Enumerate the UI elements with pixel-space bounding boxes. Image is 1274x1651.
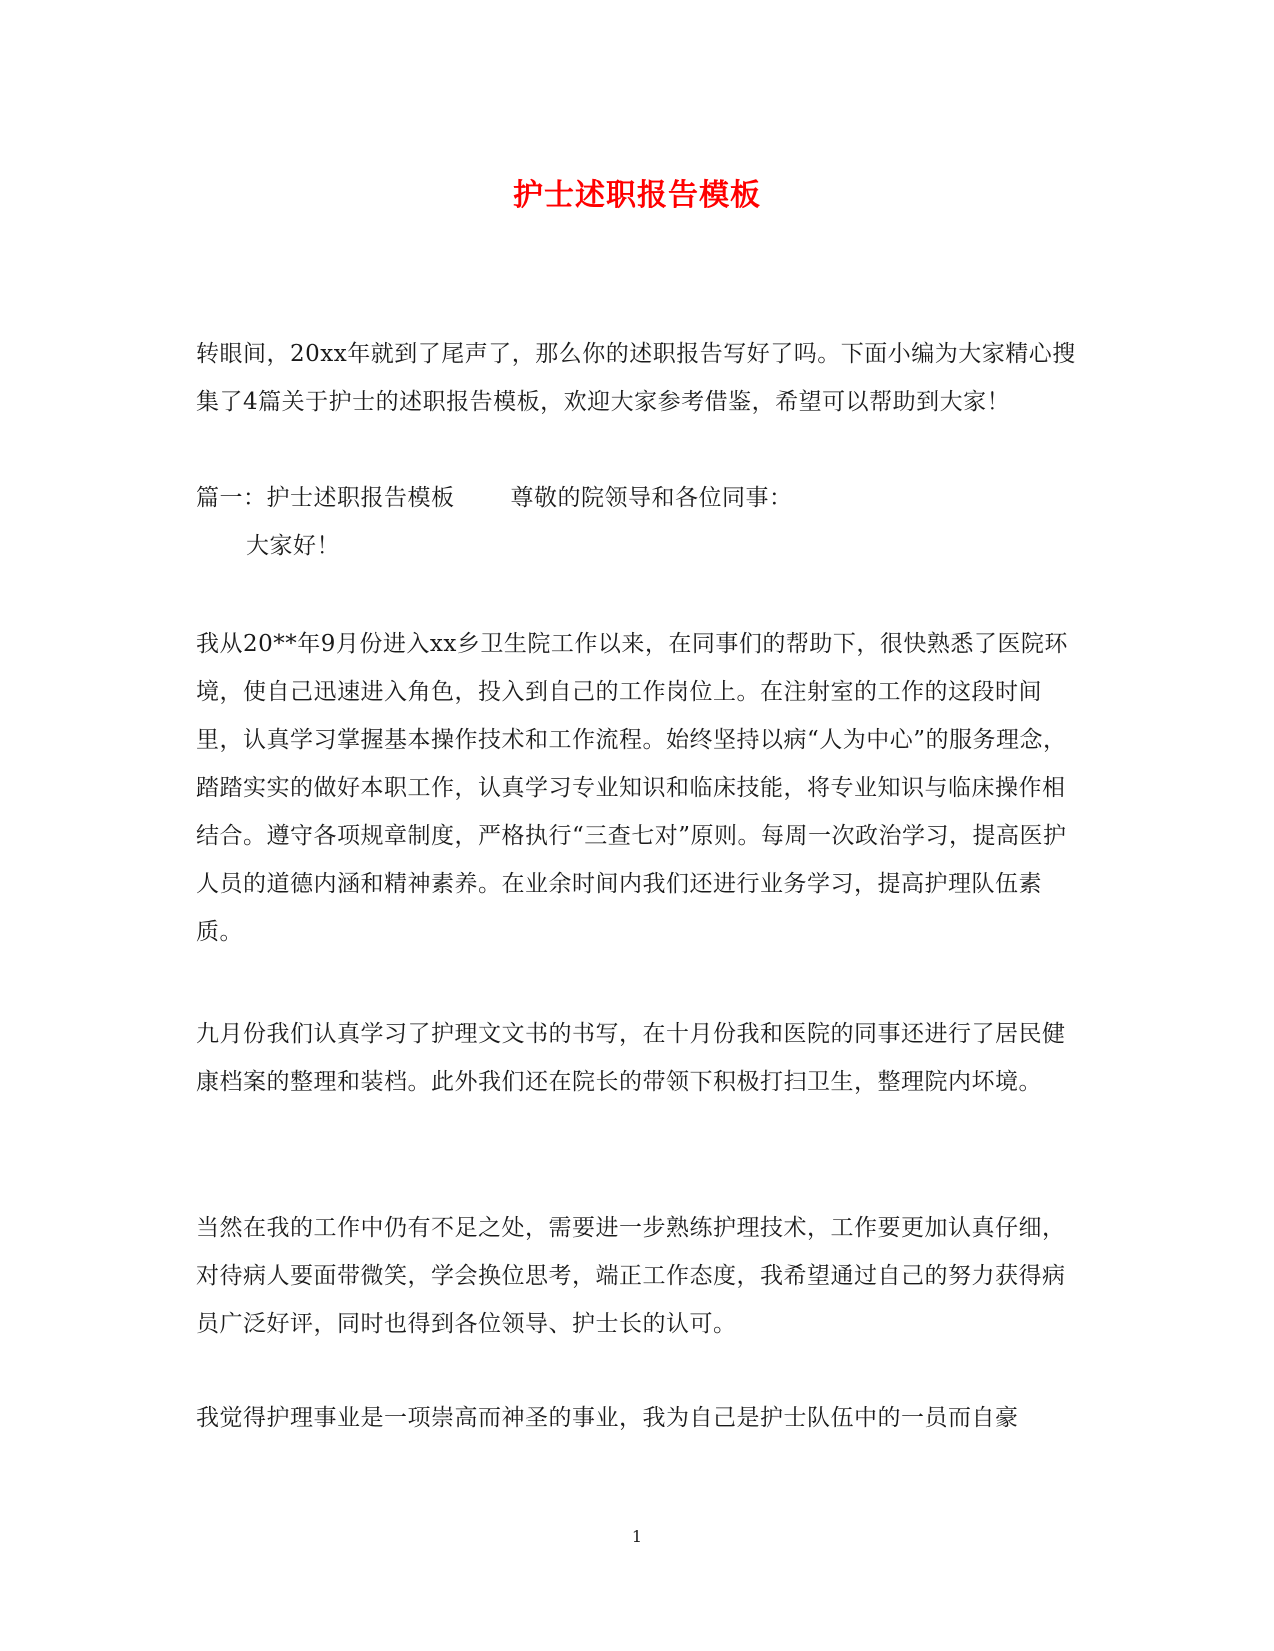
body-paragraph-4 [196,1394,1076,1442]
document-title: 护士述职报告模板 [513,178,761,213]
paragraph-text: 当然在我的工作中仍有不足之处，需要进一步熟练护理技术，工作要更加认真仔细，对待病人要面带微笑，学会换位思考，端正工作态度，我希望通过自己的努力获得病员广泛好评，同时也得到各位领导、护士长的认可。 [196,1215,1066,1337]
body-paragraph-3 [196,1204,1076,1348]
intro-text: 转眼间，20xx年就到了尾声了，那么你的述职报告写好了吗。下面小编为大家精心搜集了4篇关于护士的述职报告模板，欢迎大家参考借鉴，希望可以帮助到大家！ [196,341,1076,415]
intro-paragraph [196,330,1076,426]
section-heading-line [196,474,1076,522]
section-heading: 篇一：护士述职报告模板 [196,485,455,511]
salutation: 尊敬的院领导和各位同事： [510,485,793,511]
paragraph-text: 我从20**年9月份进入xx乡卫生院工作以来，在同事们的帮助下，很快熟悉了医院环境，使自己迅速进入角色，投入到自己的工作岗位上。在注射室的工作的这段时间里，认真学习掌握基本操作技术和工作流程。始终坚持以病“人为中心”的服务理念，踏踏实实的做好本职工作，认真学习专业知识和临床技能，将专业知识与临床操作相结合。遵守各项规章制度，严格执行“三查七对”原则。每周一次政治学习，提高医护人员的道德内涵和精神素养。在业余时间内我们还进行业务学习，提高护理队伍素质。 [196,631,1068,945]
body-paragraph-2 [196,1010,1076,1106]
paragraph-text: 九月份我们认真学习了护理文文书的书写，在十月份我和医院的同事还进行了居民健康档案的整理和装档。此外我们还在院长的带领下积极打扫卫生，整理院内坏境。 [196,1021,1066,1095]
paragraph-text: 我觉得护理事业是一项崇高而神圣的事业，我为自己是护士队伍中的一员而自豪 [196,1405,1019,1431]
page-number: 1 [631,1527,643,1546]
body-paragraph-1 [196,620,1076,956]
greeting-line [196,522,1076,570]
greeting-text: 大家好！ [246,533,340,559]
